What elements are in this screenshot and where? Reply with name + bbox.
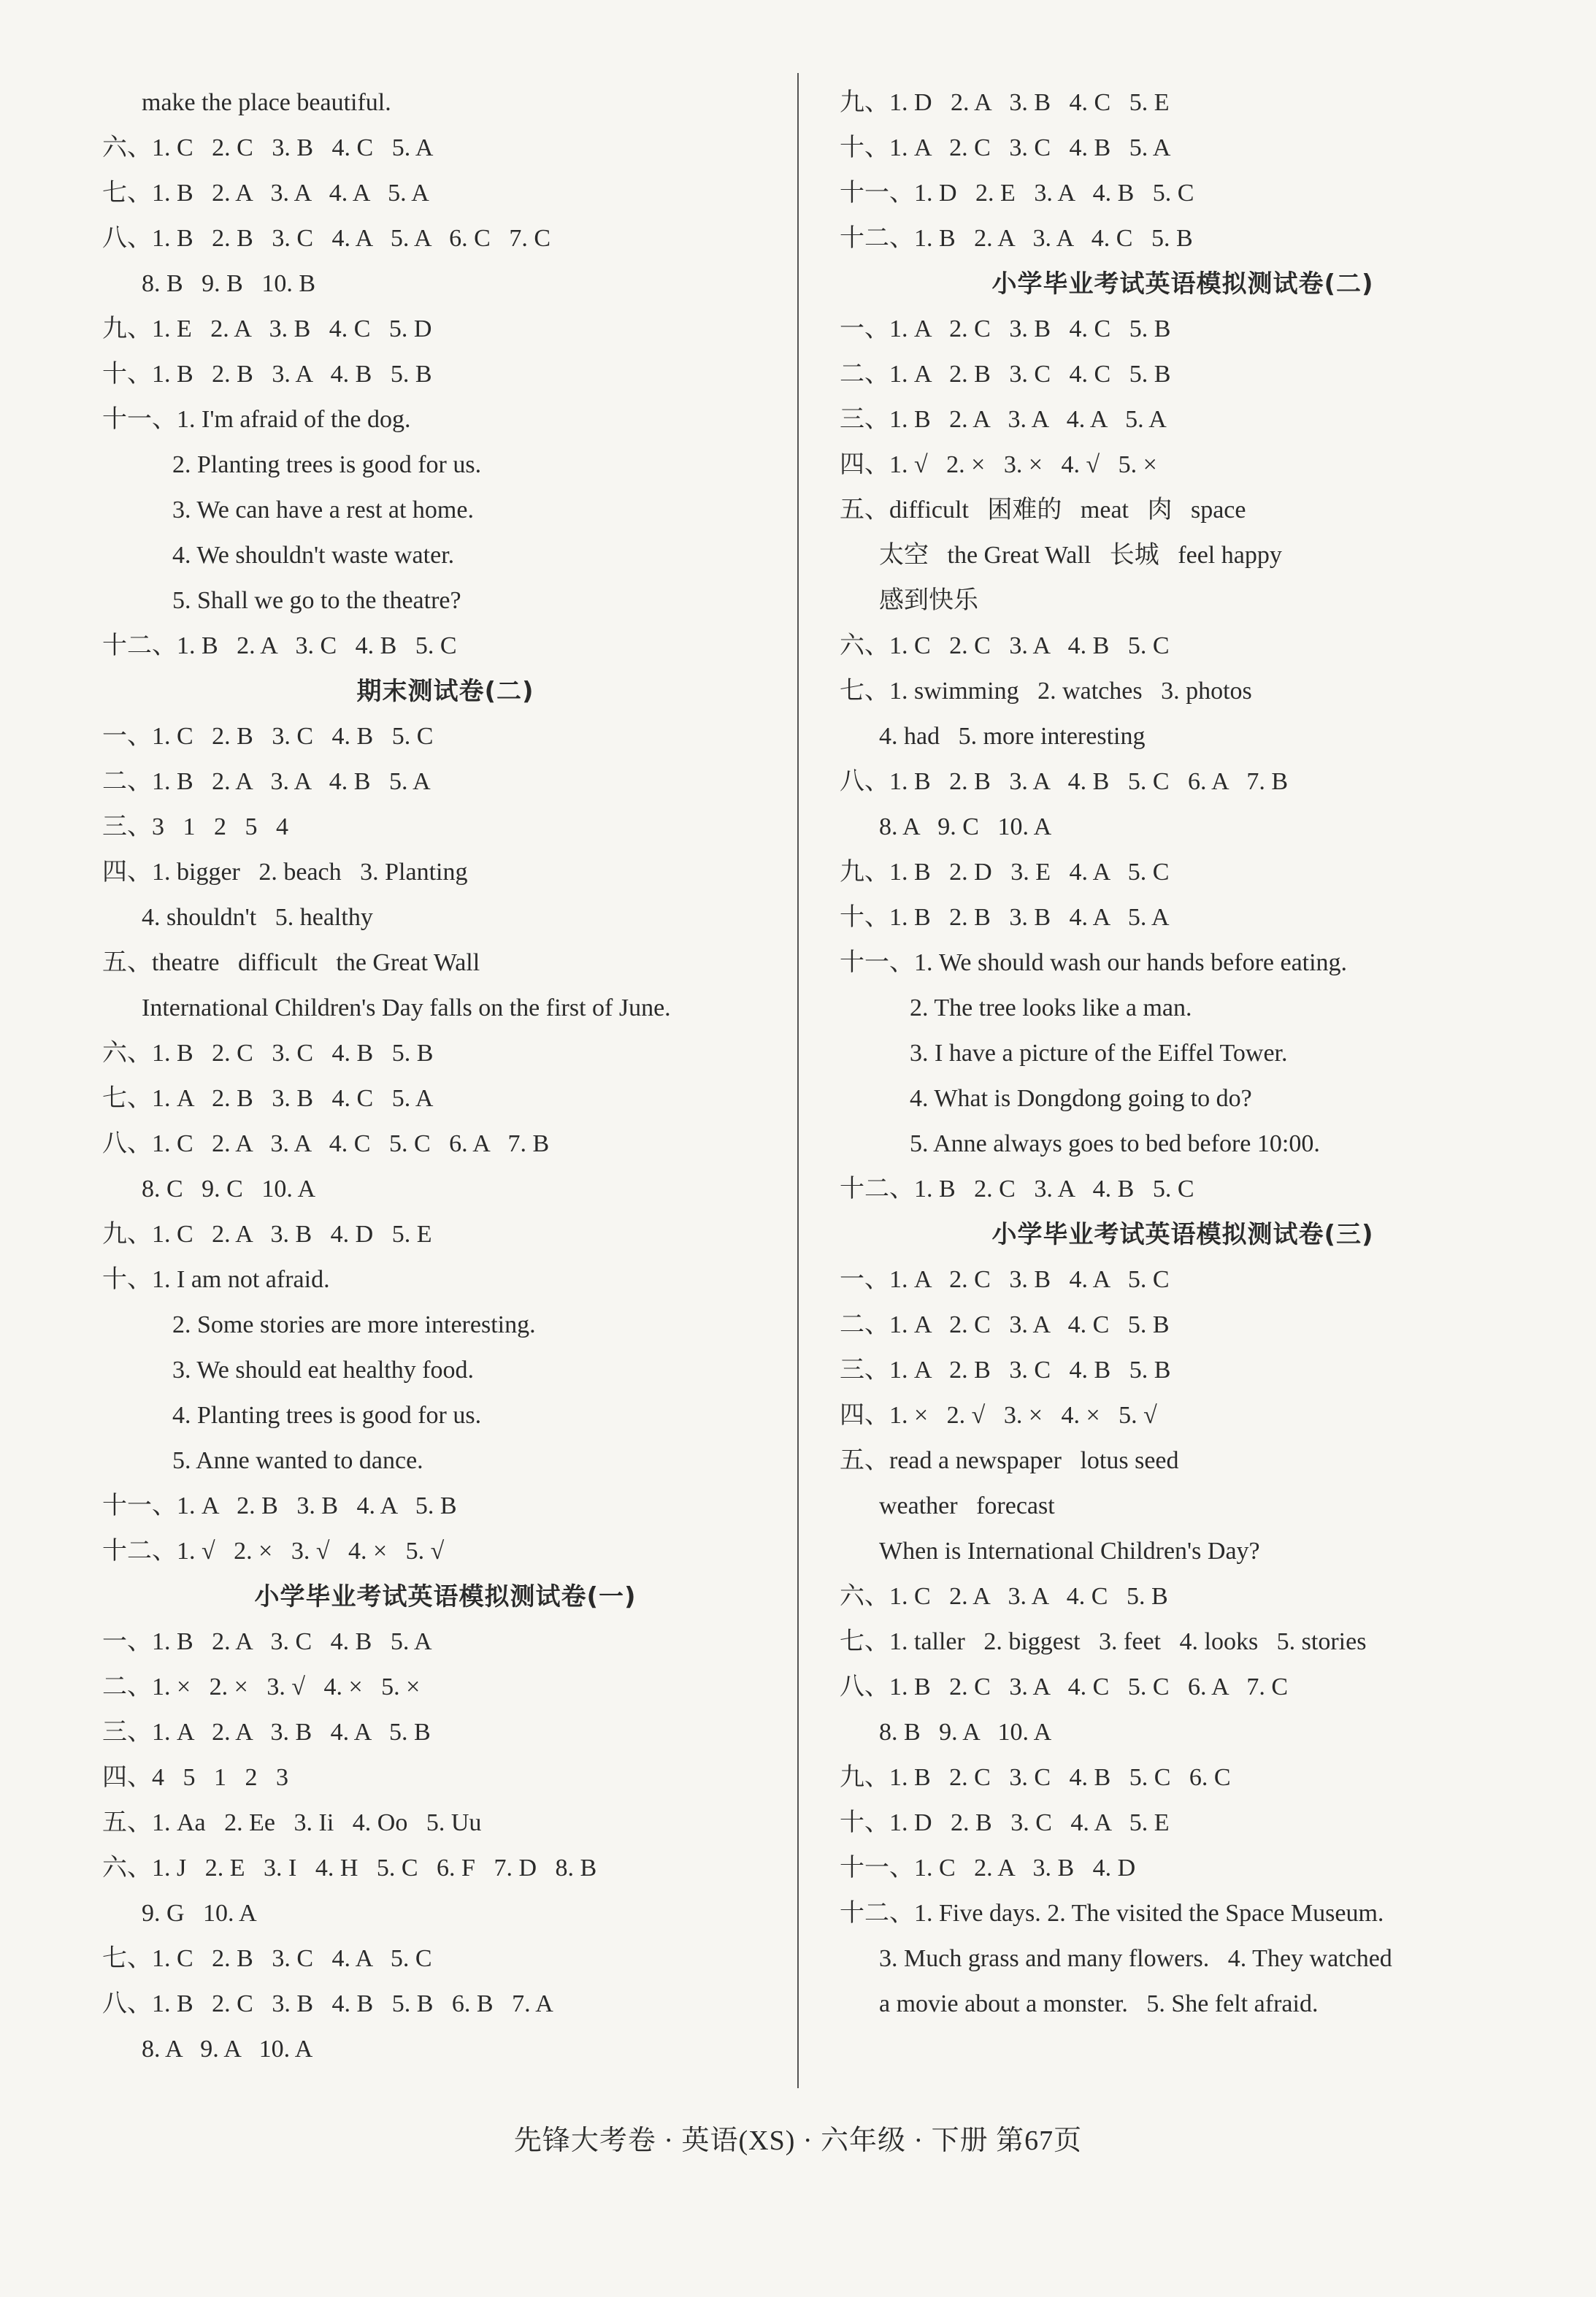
answer-line: 五、theatre difficult the Great Wall bbox=[102, 949, 480, 976]
answer-line: 一、1. A 2. C 3. B 4. C 5. B bbox=[840, 315, 1171, 342]
answer-line: 六、1. C 2. C 3. B 4. C 5. A bbox=[102, 134, 434, 161]
answer-line: 九、1. E 2. A 3. B 4. C 5. D bbox=[102, 315, 432, 342]
answer-line: 4. What is Dongdong going to do? bbox=[910, 1085, 1252, 1112]
answer-line: 三、1. B 2. A 3. A 4. A 5. A bbox=[840, 406, 1167, 433]
answer-line: 8. B 9. A 10. A bbox=[879, 1719, 1052, 1746]
answer-line: 六、1. C 2. C 3. A 4. B 5. C bbox=[840, 632, 1170, 659]
answer-line: 十一、1. I'm afraid of the dog. bbox=[102, 406, 411, 433]
page-footer: 先锋大考卷 · 英语(XS) · 六年级 · 下册 第67页 bbox=[513, 2125, 1083, 2156]
answer-line: 二、1. A 2. B 3. C 4. C 5. B bbox=[840, 361, 1171, 388]
answer-line: 二、1. B 2. A 3. A 4. B 5. A bbox=[102, 768, 431, 795]
answer-line: 一、1. A 2. C 3. B 4. A 5. C bbox=[840, 1266, 1170, 1293]
answer-line: 感到快乐 bbox=[879, 587, 978, 614]
answer-line: 三、1. A 2. A 3. B 4. A 5. B bbox=[102, 1719, 431, 1746]
answer-line: 太空 the Great Wall 长城 feel happy bbox=[879, 542, 1282, 569]
answer-line: 十一、1. C 2. A 3. B 4. D bbox=[840, 1855, 1136, 1882]
answer-line: 十、1. D 2. B 3. C 4. A 5. E bbox=[840, 1809, 1170, 1836]
answer-line: 十一、1. D 2. E 3. A 4. B 5. C bbox=[840, 180, 1194, 207]
section-heading: 小学毕业考试英语模拟测试卷(二) bbox=[991, 269, 1374, 299]
answer-line: 九、1. C 2. A 3. B 4. D 5. E bbox=[102, 1221, 432, 1248]
answer-line: 3. I have a picture of the Eiffel Tower. bbox=[910, 1040, 1288, 1067]
answer-line: 十、1. A 2. C 3. C 4. B 5. A bbox=[840, 134, 1171, 161]
answer-line: 六、1. J 2. E 3. I 4. H 5. C 6. F 7. D 8. B bbox=[102, 1855, 597, 1882]
answer-line: 3. We can have a rest at home. bbox=[172, 496, 474, 524]
answer-line: 2. Planting trees is good for us. bbox=[172, 451, 482, 478]
answer-line: 4. We shouldn't waste water. bbox=[172, 542, 455, 569]
answer-line: make the place beautiful. bbox=[142, 89, 391, 116]
answer-line: 9. G 10. A bbox=[142, 1900, 257, 1927]
answer-line: 九、1. D 2. A 3. B 4. C 5. E bbox=[840, 89, 1170, 116]
answer-line: 七、1. swimming 2. watches 3. photos bbox=[840, 678, 1252, 705]
answer-line: 十一、1. We should wash our hands before eating. bbox=[840, 949, 1348, 976]
answer-line: 4. had 5. more interesting bbox=[879, 723, 1146, 750]
answer-line: 4. shouldn't 5. healthy bbox=[142, 904, 373, 931]
right-column bbox=[840, 80, 1526, 2027]
answer-line: 一、1. B 2. A 3. C 4. B 5. A bbox=[102, 1628, 432, 1655]
answer-line: 七、1. A 2. B 3. B 4. C 5. A bbox=[102, 1085, 434, 1112]
answer-line: 四、4 5 1 2 3 bbox=[102, 1764, 288, 1791]
answer-line: a movie about a monster. 5. She felt afraid. bbox=[879, 1990, 1319, 2017]
answer-line: 3. We should eat healthy food. bbox=[172, 1357, 475, 1384]
answer-line: 五、1. Aa 2. Ee 3. Ii 4. Oo 5. Uu bbox=[102, 1809, 482, 1836]
answer-line: 8. A 9. A 10. A bbox=[142, 2036, 313, 2063]
answer-line: 5. Shall we go to the theatre? bbox=[172, 587, 461, 614]
answer-line: 8. A 9. C 10. A bbox=[879, 813, 1052, 840]
answer-line: 九、1. B 2. C 3. C 4. B 5. C 6. C bbox=[840, 1764, 1231, 1791]
answer-line: 八、1. B 2. B 3. A 4. B 5. C 6. A 7. B bbox=[840, 768, 1288, 795]
answer-line: 8. C 9. C 10. A bbox=[142, 1176, 316, 1203]
answer-line: 八、1. B 2. C 3. B 4. B 5. B 6. B 7. A bbox=[102, 1990, 553, 2017]
answer-line: 二、1. A 2. C 3. A 4. C 5. B bbox=[840, 1311, 1170, 1338]
answer-line: 一、1. C 2. B 3. C 4. B 5. C bbox=[102, 723, 434, 750]
answer-line: 十、1. B 2. B 3. A 4. B 5. B bbox=[102, 361, 432, 388]
answer-line: 八、1. B 2. C 3. A 4. C 5. C 6. A 7. C bbox=[840, 1673, 1288, 1700]
answer-line: 八、1. B 2. B 3. C 4. A 5. A 6. C 7. C bbox=[102, 225, 550, 252]
left-column bbox=[102, 80, 789, 2072]
answer-line: 三、1. A 2. B 3. C 4. B 5. B bbox=[840, 1357, 1171, 1384]
answer-line: 二、1. × 2. × 3. √ 4. × 5. × bbox=[102, 1673, 421, 1700]
answer-line: 十一、1. A 2. B 3. B 4. A 5. B bbox=[102, 1492, 457, 1519]
answer-line: International Children's Day falls on the first of June. bbox=[142, 994, 671, 1021]
answer-line: 五、read a newspaper lotus seed bbox=[840, 1447, 1179, 1474]
answer-line: When is International Children's Day? bbox=[879, 1538, 1260, 1565]
answer-line: 十、1. I am not afraid. bbox=[102, 1266, 330, 1293]
answer-line: 七、1. B 2. A 3. A 4. A 5. A bbox=[102, 180, 429, 207]
answer-line: 八、1. C 2. A 3. A 4. C 5. C 6. A 7. B bbox=[102, 1130, 550, 1157]
answer-line: 四、1. bigger 2. beach 3. Planting bbox=[102, 859, 468, 886]
answer-line: 十、1. B 2. B 3. B 4. A 5. A bbox=[840, 904, 1170, 931]
answer-line: weather forecast bbox=[879, 1492, 1055, 1519]
answer-line: 四、1. × 2. √ 3. × 4. × 5. √ bbox=[840, 1402, 1157, 1429]
answer-line: 十二、1. B 2. C 3. A 4. B 5. C bbox=[840, 1176, 1194, 1203]
answer-line: 2. The tree looks like a man. bbox=[910, 994, 1192, 1021]
section-heading: 小学毕业考试英语模拟测试卷(三) bbox=[991, 1220, 1374, 1249]
answer-line: 十二、1. Five days. 2. The visited the Space Museum. bbox=[840, 1900, 1384, 1927]
answer-line: 五、difficult 困难的 meat 肉 space bbox=[840, 496, 1246, 524]
answer-line: 5. Anne always goes to bed before 10:00. bbox=[910, 1130, 1320, 1157]
answer-line: 4. Planting trees is good for us. bbox=[172, 1402, 482, 1429]
answer-line: 3. Much grass and many flowers. 4. They watched bbox=[879, 1945, 1392, 1972]
answer-line: 六、1. C 2. A 3. A 4. C 5. B bbox=[840, 1583, 1168, 1610]
answer-line: 六、1. B 2. C 3. C 4. B 5. B bbox=[102, 1040, 434, 1067]
section-heading: 小学毕业考试英语模拟测试卷(一) bbox=[254, 1582, 637, 1611]
answer-line: 5. Anne wanted to dance. bbox=[172, 1447, 423, 1474]
answer-line: 七、1. taller 2. biggest 3. feet 4. looks 5. stories bbox=[840, 1628, 1367, 1655]
answer-line: 九、1. B 2. D 3. E 4. A 5. C bbox=[840, 859, 1170, 886]
answer-line: 十二、1. √ 2. × 3. √ 4. × 5. √ bbox=[102, 1538, 445, 1565]
answer-line: 七、1. C 2. B 3. C 4. A 5. C bbox=[102, 1945, 432, 1972]
answer-line: 四、1. √ 2. × 3. × 4. √ 5. × bbox=[840, 451, 1157, 478]
answer-line: 8. B 9. B 10. B bbox=[142, 270, 316, 297]
answer-line: 十二、1. B 2. A 3. A 4. C 5. B bbox=[840, 225, 1193, 252]
answer-line: 三、3 1 2 5 4 bbox=[102, 813, 288, 840]
section-heading: 期末测试卷(二) bbox=[356, 677, 534, 706]
answer-line: 2. Some stories are more interesting. bbox=[172, 1311, 536, 1338]
answer-line: 十二、1. B 2. A 3. C 4. B 5. C bbox=[102, 632, 457, 659]
column-divider bbox=[797, 73, 799, 2088]
